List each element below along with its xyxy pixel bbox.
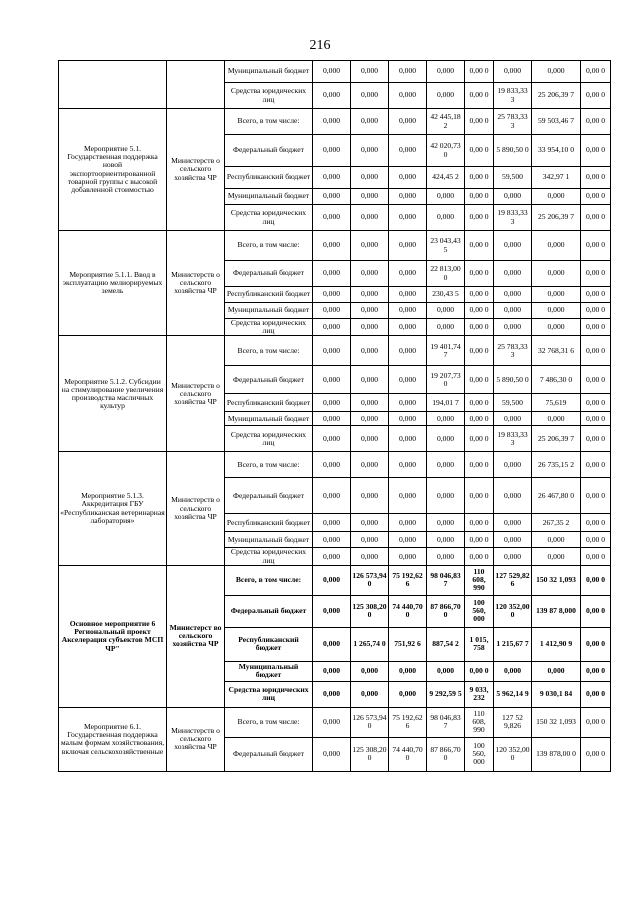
amount-cell: 126 573,94 0	[351, 707, 389, 737]
amount-cell: 127 529,82 6	[494, 565, 532, 595]
amount-cell: 0,00 0	[465, 303, 494, 319]
amount-cell: 0,000	[494, 261, 532, 287]
amount-cell: 0,000	[427, 83, 465, 109]
amount-cell: 0,000	[427, 661, 465, 681]
amount-cell: 0,000	[389, 366, 427, 394]
amount-cell: 0,000	[313, 548, 351, 565]
amount-cell: 0,000	[313, 426, 351, 452]
amount-cell: 0,000	[313, 366, 351, 394]
amount-cell: 0,000	[389, 231, 427, 261]
amount-cell: 0,00 0	[581, 109, 611, 135]
amount-cell: 0,000	[427, 478, 465, 514]
amount-cell: 230,43 5	[427, 287, 465, 303]
amount-cell: 0,000	[427, 548, 465, 565]
amount-cell: 0,00 0	[581, 135, 611, 167]
table-row	[59, 336, 611, 366]
amount-cell: 0,000	[351, 661, 389, 681]
amount-cell: 0,00 0	[581, 452, 611, 478]
amount-cell: 1 215,67 7	[494, 627, 532, 661]
table-row	[59, 231, 611, 261]
amount-cell: 74 440,70 0	[389, 595, 427, 627]
amount-cell: 0,000	[389, 135, 427, 167]
amount-cell: 0,00 0	[581, 661, 611, 681]
amount-cell: 9 033, 232	[465, 681, 494, 707]
funding-source-cell: Средства юридических лиц	[225, 681, 313, 707]
amount-cell: 32 768,31 6	[532, 336, 581, 366]
funding-source-cell: Федеральный бюджет	[225, 478, 313, 514]
amount-cell: 0,00 0	[581, 231, 611, 261]
amount-cell: 0,000	[389, 261, 427, 287]
amount-cell: 19 833,33 3	[494, 205, 532, 231]
amount-cell: 0,000	[313, 135, 351, 167]
amount-cell: 0,00 0	[465, 261, 494, 287]
amount-cell: 0,00 0	[581, 167, 611, 189]
amount-cell: 0,000	[494, 412, 532, 426]
amount-cell: 59,500	[494, 167, 532, 189]
amount-cell: 0,000	[389, 109, 427, 135]
executor-cell: Министерств о сельского хозяйства ЧР	[167, 336, 225, 452]
amount-cell: 0,000	[313, 514, 351, 532]
amount-cell: 19 401,74 7	[427, 336, 465, 366]
amount-cell: 0,000	[532, 261, 581, 287]
amount-cell: 0,00 0	[465, 336, 494, 366]
amount-cell: 0,000	[389, 412, 427, 426]
funding-source-cell: Муниципальный бюджет	[225, 532, 313, 548]
amount-cell: 0,000	[351, 167, 389, 189]
amount-cell: 125 308,20 0	[351, 737, 389, 771]
amount-cell: 0,000	[351, 478, 389, 514]
amount-cell: 0,000	[313, 707, 351, 737]
amount-cell: 0,000	[389, 336, 427, 366]
amount-cell: 0,000	[532, 548, 581, 565]
funding-source-cell: Республиканский бюджет	[225, 514, 313, 532]
amount-cell: 0,000	[494, 231, 532, 261]
amount-cell: 0,000	[494, 548, 532, 565]
amount-cell: 0,00 0	[581, 61, 611, 83]
amount-cell: 0,000	[313, 394, 351, 412]
funding-source-cell: Муниципальный бюджет	[225, 61, 313, 83]
amount-cell: 126 573,94 0	[351, 565, 389, 595]
amount-cell: 0,000	[313, 336, 351, 366]
amount-cell: 0,000	[494, 661, 532, 681]
funding-source-cell: Средства юридических лиц	[225, 319, 313, 336]
amount-cell: 0,000	[351, 231, 389, 261]
amount-cell: 0,00 0	[465, 548, 494, 565]
funding-source-cell: Федеральный бюджет	[225, 135, 313, 167]
amount-cell: 0,000	[313, 681, 351, 707]
amount-cell: 9 292,59 5	[427, 681, 465, 707]
amount-cell: 0,000	[532, 287, 581, 303]
amount-cell: 110 608, 990	[465, 707, 494, 737]
amount-cell: 0,000	[313, 595, 351, 627]
amount-cell: 0,00 0	[581, 627, 611, 661]
amount-cell: 0,000	[389, 303, 427, 319]
amount-cell: 0,000	[494, 61, 532, 83]
amount-cell: 59 503,46 7	[532, 109, 581, 135]
measure-cell: Основное мероприятие 6 Региональный проект Акселерация субъектов МСП ЧР"	[59, 565, 167, 707]
amount-cell: 0,00 0	[581, 336, 611, 366]
funding-source-cell: Всего, в том числе:	[225, 565, 313, 595]
amount-cell: 0,00 0	[465, 452, 494, 478]
amount-cell: 0,000	[351, 366, 389, 394]
amount-cell: 0,000	[313, 452, 351, 478]
funding-source-cell: Республиканский бюджет	[225, 167, 313, 189]
funding-source-cell: Средства юридических лиц	[225, 83, 313, 109]
table-row	[59, 61, 611, 83]
table-row	[59, 452, 611, 478]
amount-cell: 0,000	[494, 189, 532, 205]
amount-cell: 0,000	[313, 231, 351, 261]
amount-cell: 125 308,20 0	[351, 595, 389, 627]
amount-cell: 0,000	[427, 61, 465, 83]
amount-cell: 887,54 2	[427, 627, 465, 661]
amount-cell: 0,00 0	[465, 109, 494, 135]
funding-source-cell: Федеральный бюджет	[225, 595, 313, 627]
amount-cell: 0,000	[313, 565, 351, 595]
funding-source-cell: Всего, в том числе:	[225, 231, 313, 261]
amount-cell: 0,000	[494, 514, 532, 532]
amount-cell: 127 52 9,826	[494, 707, 532, 737]
amount-cell: 0,00 0	[581, 205, 611, 231]
amount-cell: 0,00 0	[465, 319, 494, 336]
amount-cell: 0,000	[389, 167, 427, 189]
amount-cell: 0,000	[494, 532, 532, 548]
executor-cell: Министерств о сельского хозяйства ЧР	[167, 231, 225, 336]
funding-source-cell: Федеральный бюджет	[225, 366, 313, 394]
amount-cell: 0,000	[313, 319, 351, 336]
amount-cell: 0,00 0	[465, 532, 494, 548]
amount-cell: 0,000	[351, 61, 389, 83]
amount-cell: 0,000	[351, 532, 389, 548]
amount-cell: 267,35 2	[532, 514, 581, 532]
amount-cell: 0,000	[389, 532, 427, 548]
amount-cell: 0,000	[389, 189, 427, 205]
amount-cell: 0,000	[351, 412, 389, 426]
amount-cell: 0,00 0	[581, 426, 611, 452]
funding-source-cell: Средства юридических лиц	[225, 548, 313, 565]
funding-source-cell: Всего, в том числе:	[225, 336, 313, 366]
amount-cell: 0,00 0	[465, 61, 494, 83]
amount-cell: 0,00 0	[581, 514, 611, 532]
amount-cell: 0,000	[427, 532, 465, 548]
amount-cell: 0,000	[532, 532, 581, 548]
amount-cell: 0,00 0	[465, 231, 494, 261]
amount-cell: 26 467,80 0	[532, 478, 581, 514]
amount-cell: 0,00 0	[465, 478, 494, 514]
amount-cell: 75 192,62 6	[389, 707, 427, 737]
amount-cell: 0,00 0	[465, 83, 494, 109]
executor-cell: Министерст во сельского хозяйства ЧР	[167, 565, 225, 707]
amount-cell: 0,00 0	[581, 737, 611, 771]
amount-cell: 0,000	[313, 167, 351, 189]
amount-cell: 0,000	[427, 412, 465, 426]
amount-cell: 0,000	[427, 426, 465, 452]
amount-cell: 5 962,14 9	[494, 681, 532, 707]
executor-cell: Министерств о сельского хозяйства ЧР	[167, 707, 225, 771]
amount-cell: 7 486,30 0	[532, 366, 581, 394]
amount-cell: 0,000	[351, 287, 389, 303]
amount-cell: 87 866,70 0	[427, 737, 465, 771]
amount-cell: 0,00 0	[465, 394, 494, 412]
amount-cell: 0,000	[313, 189, 351, 205]
amount-cell: 0,000	[532, 189, 581, 205]
amount-cell: 0,000	[389, 319, 427, 336]
amount-cell: 75 192,62 6	[389, 565, 427, 595]
budget-table	[58, 60, 611, 772]
amount-cell: 0,00 0	[465, 412, 494, 426]
amount-cell: 139 87 8,000	[532, 595, 581, 627]
amount-cell: 0,000	[351, 189, 389, 205]
funding-source-cell: Муниципальный бюджет	[225, 189, 313, 205]
funding-source-cell: Муниципальный бюджет	[225, 303, 313, 319]
table-row	[59, 707, 611, 737]
amount-cell: 0,000	[351, 426, 389, 452]
amount-cell: 19 207,73 0	[427, 366, 465, 394]
amount-cell: 0,00 0	[465, 135, 494, 167]
amount-cell: 42 445,18 2	[427, 109, 465, 135]
amount-cell: 0,00 0	[581, 595, 611, 627]
amount-cell: 150 32 1,093	[532, 565, 581, 595]
amount-cell: 150 32 1,093	[532, 707, 581, 737]
amount-cell: 0,00 0	[581, 189, 611, 205]
amount-cell: 342,97 1	[532, 167, 581, 189]
amount-cell: 0,000	[351, 261, 389, 287]
amount-cell: 100 560, 000	[465, 595, 494, 627]
amount-cell: 0,00 0	[465, 167, 494, 189]
amount-cell: 0,000	[313, 205, 351, 231]
funding-source-cell: Муниципальный бюджет	[225, 412, 313, 426]
amount-cell: 0,000	[427, 452, 465, 478]
amount-cell: 0,000	[389, 661, 427, 681]
amount-cell: 0,000	[389, 394, 427, 412]
funding-source-cell: Всего, в том числе:	[225, 707, 313, 737]
amount-cell: 0,000	[532, 303, 581, 319]
measure-cell: Мероприятие 5.1.3. Аккредитация ГБУ «Республиканская ветеринарная лаборатория»	[59, 452, 167, 565]
table-row	[59, 565, 611, 595]
amount-cell: 25 783,33 3	[494, 336, 532, 366]
amount-cell: 0,000	[313, 532, 351, 548]
amount-cell: 0,00 0	[581, 319, 611, 336]
amount-cell: 0,00 0	[581, 303, 611, 319]
amount-cell: 0,00 0	[581, 366, 611, 394]
amount-cell: 0,00 0	[581, 287, 611, 303]
measure-cell: Мероприятие 5.1. Государственная поддержка новой экспортоориентированной товарной группы с высокой добавленной стоимостью	[59, 109, 167, 231]
amount-cell: 0,00 0	[465, 189, 494, 205]
amount-cell: 0,000	[351, 109, 389, 135]
amount-cell: 0,000	[532, 61, 581, 83]
amount-cell: 87 866,70 0	[427, 595, 465, 627]
amount-cell: 0,000	[351, 452, 389, 478]
amount-cell: 25 206,39 7	[532, 83, 581, 109]
amount-cell: 110 608, 990	[465, 565, 494, 595]
amount-cell: 0,000	[389, 548, 427, 565]
amount-cell: 0,000	[351, 83, 389, 109]
amount-cell: 0,000	[494, 478, 532, 514]
amount-cell: 22 813,00 0	[427, 261, 465, 287]
executor-cell: Министерств о сельского хозяйства ЧР	[167, 109, 225, 231]
amount-cell: 100 560, 000	[465, 737, 494, 771]
amount-cell: 0,000	[313, 83, 351, 109]
amount-cell: 0,000	[389, 452, 427, 478]
amount-cell: 0,000	[494, 319, 532, 336]
amount-cell: 0,000	[427, 189, 465, 205]
funding-source-cell: Республиканский бюджет	[225, 627, 313, 661]
amount-cell: 424,45 2	[427, 167, 465, 189]
funding-source-cell: Республиканский бюджет	[225, 287, 313, 303]
amount-cell: 0,000	[532, 319, 581, 336]
page-number: 216	[309, 38, 331, 53]
amount-cell: 194,01 7	[427, 394, 465, 412]
funding-source-cell: Республиканский бюджет	[225, 394, 313, 412]
amount-cell: 0,00 0	[465, 661, 494, 681]
amount-cell: 0,000	[532, 231, 581, 261]
amount-cell: 0,000	[351, 205, 389, 231]
measure-cell: Мероприятие 5.1.1. Ввод в эксплуатацию мелиорируемых земель	[59, 231, 167, 336]
amount-cell: 25 783,33 3	[494, 109, 532, 135]
measure-cell: Мероприятие 5.1.2. Субсидии на стимулирование увеличения производства масличных культур	[59, 336, 167, 452]
measure-cell: Мероприятие 6.1. Государственная поддержка малым формам хозяйствования, включая сельскохозяйственные	[59, 707, 167, 771]
amount-cell: 0,000	[313, 661, 351, 681]
amount-cell: 139 878,00 0	[532, 737, 581, 771]
amount-cell: 0,000	[313, 412, 351, 426]
amount-cell: 0,000	[389, 205, 427, 231]
amount-cell: 26 735,15 2	[532, 452, 581, 478]
amount-cell: 120 352,00 0	[494, 595, 532, 627]
amount-cell: 0,000	[351, 681, 389, 707]
funding-source-cell: Средства юридических лиц	[225, 205, 313, 231]
amount-cell: 0,000	[494, 303, 532, 319]
amount-cell: 0,000	[389, 478, 427, 514]
amount-cell: 0,00 0	[581, 478, 611, 514]
amount-cell: 1 265,74 0	[351, 627, 389, 661]
amount-cell: 0,00 0	[581, 412, 611, 426]
amount-cell: 0,000	[313, 261, 351, 287]
funding-source-cell: Всего, в том числе:	[225, 109, 313, 135]
amount-cell: 0,000	[313, 303, 351, 319]
funding-source-cell: Федеральный бюджет	[225, 737, 313, 771]
amount-cell: 0,000	[351, 394, 389, 412]
amount-cell: 0,00 0	[465, 426, 494, 452]
amount-cell: 23 043,43 5	[427, 231, 465, 261]
amount-cell: 0,000	[532, 412, 581, 426]
funding-source-cell: Федеральный бюджет	[225, 261, 313, 287]
amount-cell: 9 030,1 84	[532, 681, 581, 707]
amount-cell: 0,00 0	[465, 287, 494, 303]
amount-cell: 0,000	[427, 303, 465, 319]
measure-cell	[59, 61, 167, 109]
amount-cell: 59,500	[494, 394, 532, 412]
amount-cell: 0,000	[313, 627, 351, 661]
funding-source-cell: Всего, в том числе:	[225, 452, 313, 478]
amount-cell: 74 440,70 0	[389, 737, 427, 771]
amount-cell: 0,000	[313, 109, 351, 135]
amount-cell: 1 015, 758	[465, 627, 494, 661]
table-row	[59, 109, 611, 135]
amount-cell: 19 833,33 3	[494, 83, 532, 109]
amount-cell: 98 046,83 7	[427, 707, 465, 737]
executor-cell	[167, 61, 225, 109]
amount-cell: 42 020,73 0	[427, 135, 465, 167]
amount-cell: 25 206,39 7	[532, 426, 581, 452]
amount-cell: 0,000	[389, 61, 427, 83]
amount-cell: 0,00 0	[581, 83, 611, 109]
amount-cell: 0,00 0	[581, 394, 611, 412]
amount-cell: 0,00 0	[581, 548, 611, 565]
amount-cell: 0,000	[427, 319, 465, 336]
amount-cell: 0,000	[427, 205, 465, 231]
amount-cell: 0,000	[351, 514, 389, 532]
amount-cell: 0,000	[351, 319, 389, 336]
amount-cell: 0,000	[494, 287, 532, 303]
amount-cell: 0,000	[351, 135, 389, 167]
amount-cell: 0,000	[389, 426, 427, 452]
amount-cell: 0,00 0	[581, 707, 611, 737]
amount-cell: 0,000	[427, 514, 465, 532]
amount-cell: 0,000	[313, 737, 351, 771]
amount-cell: 0,000	[389, 287, 427, 303]
amount-cell: 0,000	[389, 514, 427, 532]
amount-cell: 98 046,83 7	[427, 565, 465, 595]
amount-cell: 5 890,50 0	[494, 135, 532, 167]
amount-cell: 0,00 0	[581, 532, 611, 548]
amount-cell: 0,000	[351, 303, 389, 319]
amount-cell: 0,00 0	[581, 261, 611, 287]
amount-cell: 0,000	[494, 452, 532, 478]
amount-cell: 0,00 0	[581, 565, 611, 595]
amount-cell: 0,000	[313, 287, 351, 303]
amount-cell: 25 206,39 7	[532, 205, 581, 231]
amount-cell: 75,619	[532, 394, 581, 412]
amount-cell: 0,000	[313, 61, 351, 83]
amount-cell: 1 412,90 9	[532, 627, 581, 661]
amount-cell: 0,000	[351, 336, 389, 366]
amount-cell: 0,00 0	[465, 514, 494, 532]
amount-cell: 120 352,00 0	[494, 737, 532, 771]
amount-cell: 0,000	[313, 478, 351, 514]
amount-cell: 0,00 0	[465, 205, 494, 231]
funding-source-cell: Средства юридических лиц	[225, 426, 313, 452]
amount-cell: 0,00 0	[581, 681, 611, 707]
amount-cell: 0,00 0	[465, 366, 494, 394]
executor-cell: Министерств о сельского хозяйства ЧР	[167, 452, 225, 565]
amount-cell: 0,000	[351, 548, 389, 565]
amount-cell: 0,000	[389, 681, 427, 707]
amount-cell: 0,000	[532, 661, 581, 681]
amount-cell: 19 833,33 3	[494, 426, 532, 452]
amount-cell: 0,000	[389, 83, 427, 109]
amount-cell: 5 890,50 0	[494, 366, 532, 394]
amount-cell: 751,92 6	[389, 627, 427, 661]
amount-cell: 33 954,10 0	[532, 135, 581, 167]
funding-source-cell: Муниципальный бюджет	[225, 661, 313, 681]
